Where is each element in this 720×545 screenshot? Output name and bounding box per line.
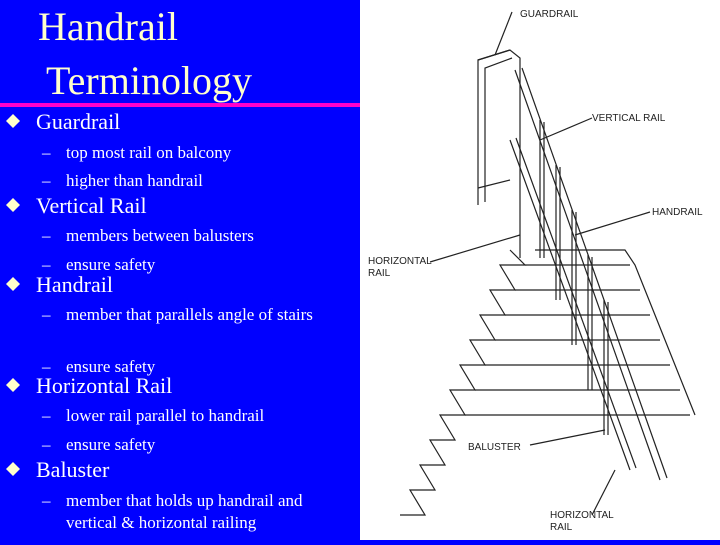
sub-item: top most rail on balcony	[66, 143, 232, 162]
label-horizontal-rail-b1: HORIZONTAL	[550, 510, 614, 521]
sub-item: ensure safety	[66, 357, 156, 376]
stair-illustration	[360, 0, 720, 540]
label-vertical-rail: VERTICAL RAIL	[592, 113, 666, 124]
sub-item: member that holds up handrail and vertical & horizontal railing	[66, 491, 303, 532]
label-horizontal-rail-2: RAIL	[368, 268, 391, 279]
diamond-bullet-icon	[6, 114, 20, 128]
sub-dash: –	[42, 143, 51, 162]
label-handrail: HANDRAIL	[652, 207, 703, 218]
sub-dash: –	[42, 226, 51, 245]
bullet-horizontal-rail: Horizontal Rail	[36, 373, 173, 398]
sub-dash: –	[42, 491, 51, 510]
bullet-guardrail: Guardrail	[36, 109, 121, 134]
label-horizontal-rail-b2: RAIL	[550, 522, 573, 533]
sub-dash: –	[42, 305, 51, 324]
bullet-baluster: Baluster	[36, 457, 110, 482]
sub-item: members between balusters	[66, 226, 254, 245]
bullet-vertical-rail: Vertical Rail	[36, 193, 147, 218]
sub-item: lower rail parallel to handrail	[66, 406, 265, 425]
diamond-bullet-icon	[6, 462, 20, 476]
sub-dash: –	[42, 171, 51, 190]
sub-item: higher than handrail	[66, 171, 203, 190]
sub-item: ensure safety	[66, 255, 156, 274]
sub-dash: –	[42, 435, 51, 454]
sub-item: member that parallels angle of stairs	[66, 305, 313, 324]
label-baluster: BALUSTER	[468, 442, 521, 453]
label-horizontal-rail-1: HORIZONTAL	[368, 256, 432, 267]
diamond-bullet-icon	[6, 198, 20, 212]
sub-dash: –	[42, 255, 51, 274]
sub-dash: –	[42, 406, 51, 425]
stair-diagram	[360, 0, 720, 540]
title-line-1: Handrail	[38, 4, 178, 49]
diamond-bullet-icon	[6, 277, 20, 291]
sub-item: ensure safety	[66, 435, 156, 454]
title-line-2: Terminology	[46, 58, 253, 103]
title-divider	[0, 103, 360, 107]
sub-dash: –	[42, 357, 51, 376]
bullet-handrail: Handrail	[36, 272, 113, 297]
label-guardrail: GUARDRAIL	[520, 9, 579, 20]
diamond-bullet-icon	[6, 378, 20, 392]
